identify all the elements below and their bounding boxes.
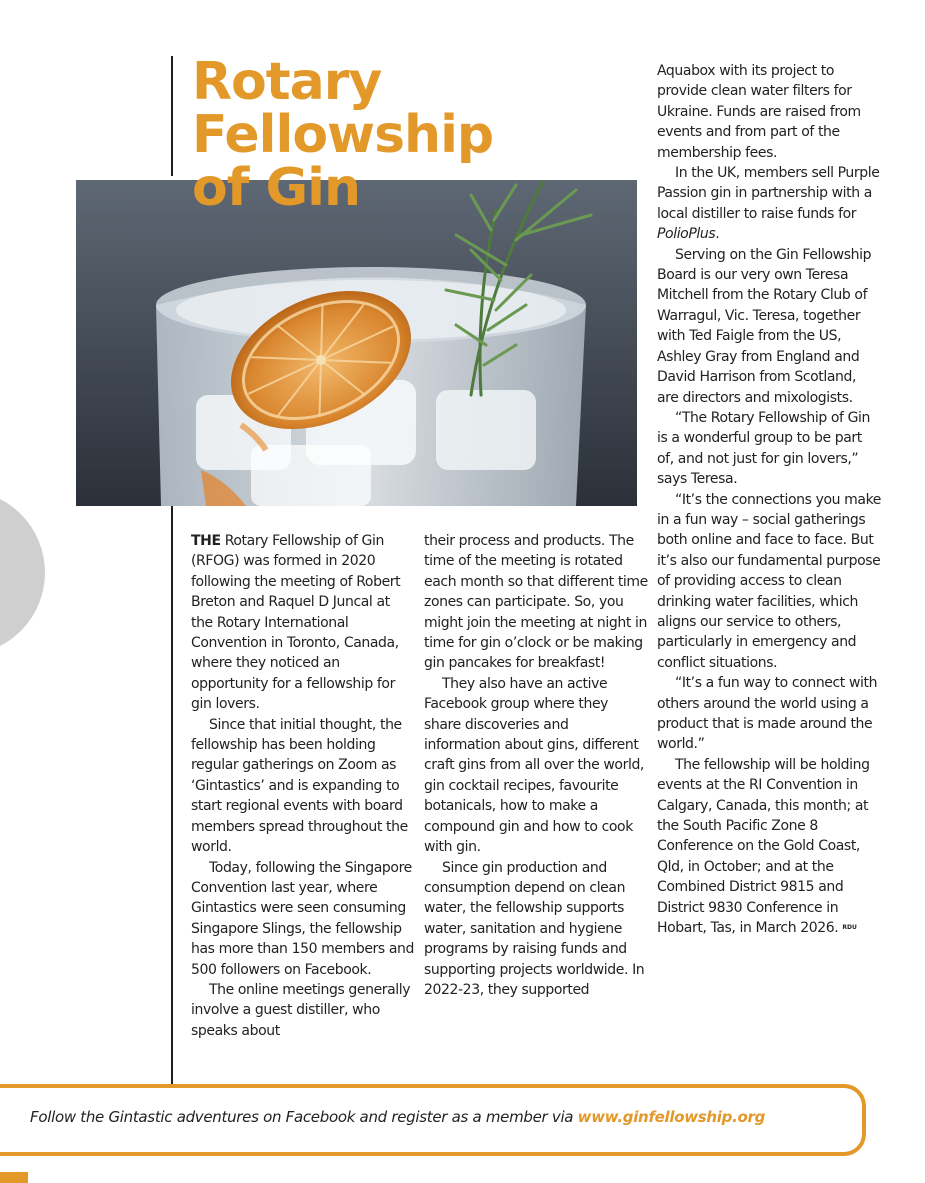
article-column-2 [424, 531, 648, 1000]
footer-link[interactable]: www.ginfellowship.org [577, 1108, 766, 1126]
paragraph: Since gin production and consumption depend on clean water, the fellowship supports water, sanitation and hygiene programs by raising funds and supporting projects worldwide. In 2022-23, they supported [424, 859, 645, 998]
paragraph [657, 163, 881, 245]
page-corner-tab [0, 1172, 28, 1183]
paragraph: Serving on the Gin Fellowship Board is our very own Teresa Mitchell from the Rotary Club of Warragul, Vic. Teresa, together with Ted Faigle from the US, Ashley Gray from England and David Harrison from Scotland, are directors and mixologists. [657, 246, 872, 406]
paragraph: Today, following the Singapore Convention last year, where Gintastics were seen consuming Singapore Slings, the fellowship has more than 150 members and 500 followers on Facebook. [191, 859, 414, 978]
footer-text: Follow the Gintastic adventures on Facebook and register as a member via [30, 1108, 578, 1126]
paragraph: They also have an active Facebook group where they share discoveries and information about gins, different craft gins from all over the world, gin cocktail recipes, favourite botanicals, how to make a compound gin and how to cook with gin. [424, 675, 644, 856]
paragraph-text: The fellowship will be holding events at the RI Convention in Calgary, Canada, this month; at the South Pacific Zone 8 Conference on the Gold Coast, Qld, in October; and at the Combined District 9815 and District 9830 Conference in Hobart, Tas, in March 2026. [657, 756, 870, 937]
paragraph: The online meetings generally involve a guest distiller, who speaks about [191, 981, 411, 1039]
program-name: PolioPlus [657, 226, 716, 243]
paragraph-text: In the UK, members sell Purple Passion gin in partnership with a local distiller to raise funds for [657, 165, 880, 222]
paragraph: Aquabox with its project to provide clean water filters for Ukraine. Funds are raised from events and from part of the membership fees. [657, 63, 861, 161]
paragraph-text: . [715, 226, 720, 243]
article-title [192, 52, 612, 218]
paragraph: “It’s a fun way to connect with others around the world using a product that is made around the world.” [657, 675, 878, 753]
gin-cocktail-photo [76, 180, 637, 506]
column-rule-bottom [171, 506, 173, 1084]
title-line: Rotary [192, 52, 382, 112]
title-line: Fellowship [192, 105, 494, 165]
lead-word: THE [191, 533, 221, 549]
paragraph-text: Rotary Fellowship of Gin (RFOG) was formed in 2020 following the meeting of Robert Breton and Raquel D Juncal at the Rotary International Convention in Toronto, Canada, where they noticed an opportunity for a fellowship for gin lovers. [191, 533, 401, 713]
paragraph: “The Rotary Fellowship of Gin is a wonderful group to be part of, and not just for gin lovers,” says Teresa. [657, 409, 871, 488]
paragraph: Since that initial thought, the fellowship has been holding regular gatherings on Zoom as ‘Gintastics’ and is expanding to start regional events with board members spread throughout the world. [191, 716, 408, 856]
article-column-3 [657, 61, 881, 939]
paragraph [657, 755, 881, 939]
author-signoff: RDU [842, 924, 857, 932]
paragraph [191, 531, 415, 715]
footer-callout [30, 1108, 765, 1126]
article-column-1 [191, 531, 415, 1041]
paragraph: “It’s the connections you make in a fun way – social gatherings both online and face to face. But it’s also our fundamental purpose of providing access to clean drinking water facilities, which aligns our service to others, particularly in emergency and conflict situations. [657, 491, 881, 671]
page-edge-circle [0, 490, 45, 655]
column-rule-top [171, 56, 173, 176]
title-line: of Gin [192, 158, 360, 218]
paragraph: their process and products. The time of the meeting is rotated each month so that different time zones can participate. So, you might join the meeting at night in time for gin o’clock or be making gin pancakes for breakfast! [424, 533, 648, 672]
